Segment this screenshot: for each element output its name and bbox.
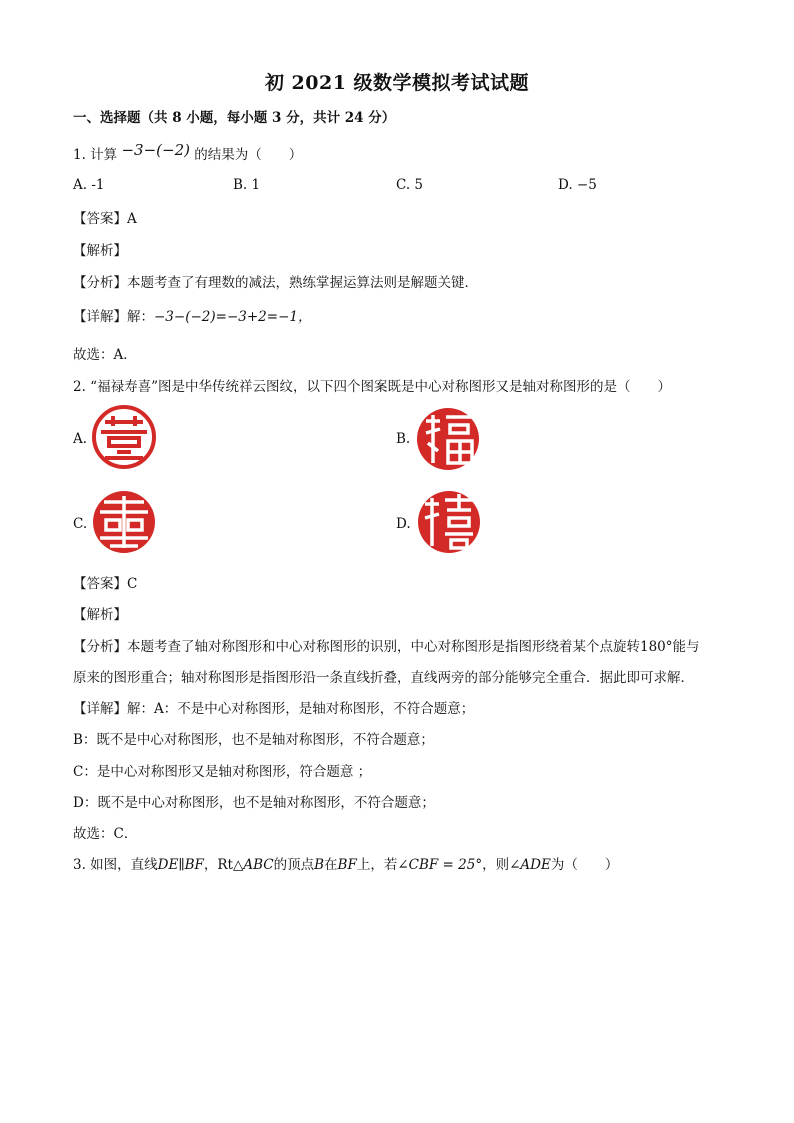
q1-option-a: A. -1	[73, 177, 105, 193]
q1-choice: 故选：A．	[73, 347, 137, 363]
q1-expression: −3−(−2)	[121, 141, 190, 159]
q2-detail-3: C：是中心对称图形又是轴对称图形，符合题意 ；	[73, 764, 372, 780]
q1-answer: 【答案】A	[73, 211, 137, 227]
question-2-stem: 2. “福禄寿喜”图是中华传统祥云图纹，以下四个图案既是中心对称图形又是轴对称图形的是（ ）	[73, 379, 671, 395]
q3-angle-cbf: ∠CBF = 25°	[397, 857, 483, 873]
shou-character-seal-icon	[91, 404, 157, 470]
q1-option-d: D. −5	[558, 177, 597, 193]
q1-detail-expression: −3−(−2)=−3+2=−1，	[154, 309, 312, 325]
q1-detail	[73, 305, 311, 325]
q3-text-1: ，Rt△	[203, 857, 244, 873]
q3-text-3: 在	[324, 857, 338, 873]
question-1-stem	[73, 143, 302, 163]
q3-text-5: ，则	[482, 857, 510, 873]
xi-character-seal-icon	[417, 490, 481, 554]
q2-analysis-line-1: 【分析】本题考查了轴对称图形和中心对称图形的识别，中心对称图形是指图形绕着某个点旋转180°能与	[73, 639, 700, 655]
q2-option-c-label: C.	[73, 516, 88, 532]
q2-option-b-label: B.	[396, 431, 411, 447]
q3-triangle: ABC	[243, 857, 274, 873]
q2-answer: 【答案】C	[73, 576, 138, 592]
q2-choice: 故选：C．	[73, 826, 138, 842]
section-heading: 一、选择题（共 8 小题，每小题 3 分，共计 24 分）	[73, 110, 396, 126]
q3-angle-ade: ∠ADE	[509, 857, 551, 873]
q2-detail-1: 【详解】解：A：不是中心对称图形，是轴对称图形，不符合题意；	[73, 701, 475, 717]
q3-suffix: 为（ ）	[550, 857, 619, 873]
q3-text-4: 上，若	[356, 857, 398, 873]
q3-text-2: 的顶点	[273, 857, 315, 873]
q2-analysis-line-2: 原来的图形重合；轴对称图形是指图形沿一条直线折叠，直线两旁的部分能够完全重合．据此即可求解．	[73, 670, 694, 686]
lu-character-seal-icon	[92, 490, 156, 554]
q3-line-bf: BF	[337, 857, 357, 873]
q1-analysis: 【分析】本题考查了有理数的减法，熟练掌握运算法则是解题关键．	[73, 275, 478, 291]
page-title: 初 2021 级数学模拟考试试题	[264, 72, 530, 94]
q2-analysis-tag: 【解析】	[73, 607, 127, 623]
q2-option-d-label: D.	[396, 516, 411, 532]
q1-option-c: C. 5	[396, 177, 424, 193]
question-3-stem	[73, 853, 618, 873]
q2-option-a-label: A.	[73, 431, 88, 447]
q1-analysis-tag: 【解析】	[73, 243, 127, 259]
fu-character-seal-icon	[416, 407, 480, 471]
q1-option-b: B. 1	[233, 177, 261, 193]
q3-vertex: B	[314, 857, 325, 873]
q1-detail-prefix: 【详解】解：	[73, 309, 154, 325]
q2-detail-2: B：既不是中心对称图形，也不是轴对称图形，不符合题意；	[73, 732, 434, 748]
q1-suffix: 的结果为（ ）	[194, 147, 303, 163]
q1-prefix: 1. 计算	[73, 147, 118, 163]
q2-detail-4: D：既不是中心对称图形，也不是轴对称图形，不符合题意；	[73, 795, 435, 811]
q3-prefix: 3. 如图，直线	[73, 857, 158, 873]
q3-line-de-bf: DE∥BF	[157, 857, 204, 873]
